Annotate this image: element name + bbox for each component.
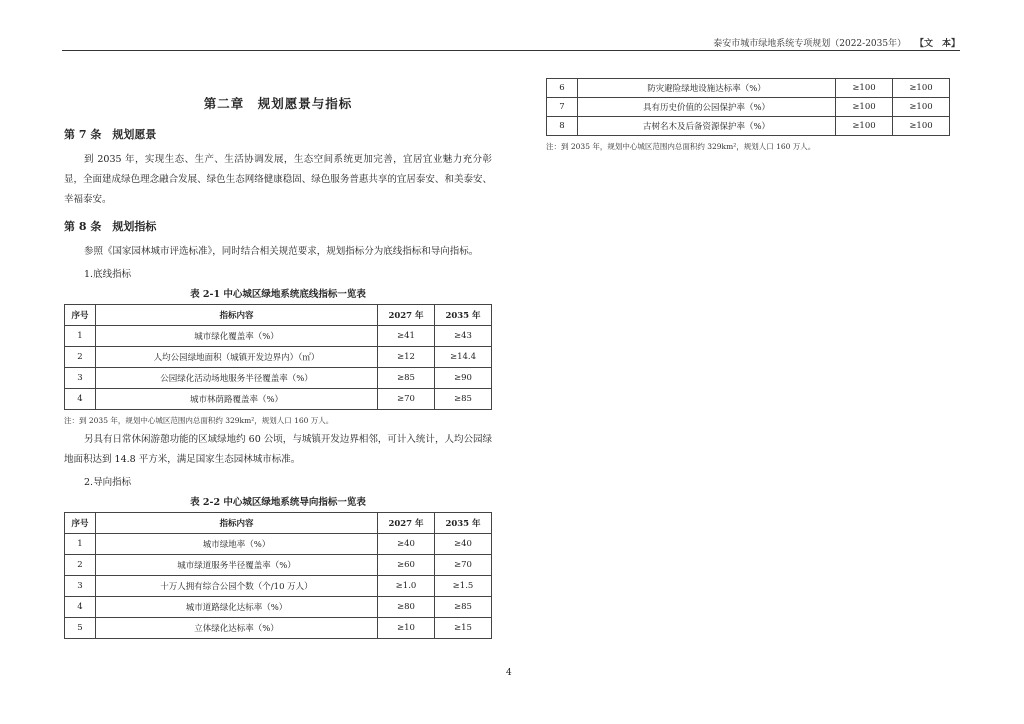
table-cell: 8 [547,117,578,136]
table-cell: 4 [65,389,96,410]
table-row [65,534,492,555]
table-cell: ≥40 [435,534,492,555]
table-cell: ≥1.0 [378,576,435,597]
article-8-text: 参照《国家园林城市评选标准》，同时结合相关规范要求，规划指标分为底线指标和导向指标。 [84,246,479,257]
table-row [547,117,950,136]
table-cell: 十万人拥有综合公园个数（个/10 万人） [96,576,378,597]
table-row [65,597,492,618]
table-row [65,389,492,410]
table-cell: 2 [65,347,96,368]
table-cell: 6 [547,79,578,98]
table-cell: ≥40 [378,534,435,555]
table-cell: 5 [65,618,96,639]
header-cell: 2035 年 [435,305,492,326]
chapter-title: 第二章 规划愿景与指标 [203,96,353,111]
table-cell: 3 [65,368,96,389]
table-cell: 3 [65,576,96,597]
table-cell: 1 [65,534,96,555]
table-cell: ≥100 [893,117,950,136]
table-cell: 1 [65,326,96,347]
page-number: 4 [506,668,512,678]
subheading-baseline: 1.底线指标 [84,269,132,280]
table-header-row [65,305,492,326]
table-cell: ≥60 [378,555,435,576]
table-row [65,555,492,576]
table-cell: 7 [547,98,578,117]
table-cell: 城市林荫路覆盖率（%） [96,389,378,410]
header-cell: 2027 年 [378,513,435,534]
table-cell: 人均公园绿地面积（城镇开发边界内）（㎡） [96,347,378,368]
table-cell: ≥100 [836,98,893,117]
table-row [547,98,950,117]
table-cell: ≥85 [378,368,435,389]
table-1 [64,304,492,410]
middle-paragraph: 另具有日常休闲游憩功能的区域绿地约 60 公顷，与城镇开发边界相邻，可计入统计，人均公园绿地面积达到 14.8 平方米，满足国家生态园林城市标准。 [64,434,492,465]
table-cell: 城市绿地率（%） [96,534,378,555]
header-tag: 【文 本】 [914,39,960,49]
table-cell: ≥12 [378,347,435,368]
table-cell: 4 [65,597,96,618]
article-7-heading: 第 7 条 规划愿景 [64,128,157,141]
table-cell: ≥43 [435,326,492,347]
table-cell: ≥14.4 [435,347,492,368]
table-cell: ≥85 [435,597,492,618]
header-title: 泰安市城市绿地系统专项规划（2022-2035年） [713,39,907,49]
table-1-title: 表 2-1 中心城区绿地系统底线指标一览表 [190,289,366,300]
table-cell: 古树名木及后备资源保护率（%） [578,117,836,136]
header-cell: 2035 年 [435,513,492,534]
table-row [65,368,492,389]
table-cell: 具有历史价值的公园保护率（%） [578,98,836,117]
header-cell: 指标内容 [96,305,378,326]
article-8-heading: 第 8 条 规划指标 [64,220,157,233]
table-cell: 城市道路绿化达标率（%） [96,597,378,618]
table-cell: 防灾避险绿地设施达标率（%） [578,79,836,98]
table-cell: ≥100 [836,79,893,98]
header-cell: 2027 年 [378,305,435,326]
table-2-note: 注：到 2035 年，规划中心城区范围内总面积约 329km²，规划人口 160 万人。 [546,142,816,151]
table-cell: ≥70 [378,389,435,410]
table-row [547,79,950,98]
page-header [713,36,960,49]
header-cell: 序号 [65,305,96,326]
table-cell: ≥100 [836,117,893,136]
table-row [65,576,492,597]
table-cell: ≥100 [893,79,950,98]
right-column [546,78,950,152]
table-row [65,347,492,368]
table-2-title: 表 2-2 中心城区绿地系统导向指标一览表 [190,497,366,508]
table-cell: 2 [65,555,96,576]
table-cell: ≥15 [435,618,492,639]
table-cell: ≥1.5 [435,576,492,597]
table-row [65,618,492,639]
table-2 [64,512,492,639]
table-1-note: 注：到 2035 年，规划中心城区范围内总面积约 329km²，规划人口 160 万人。 [64,416,334,425]
table-cell: ≥70 [435,555,492,576]
subheading-guidance: 2.导向指标 [84,477,132,488]
table-cell: ≥85 [435,389,492,410]
table-cell: ≥100 [893,98,950,117]
header-cell: 指标内容 [96,513,378,534]
table-header-row [65,513,492,534]
header-rule [62,50,960,51]
table-cell: 城市绿化覆盖率（%） [96,326,378,347]
table-cell: ≥41 [378,326,435,347]
table-cell: ≥10 [378,618,435,639]
table-cell: 立体绿化达标率（%） [96,618,378,639]
left-column [64,92,492,639]
table-cell: ≥90 [435,368,492,389]
table-cell: 城市绿道服务半径覆盖率（%） [96,555,378,576]
header-cell: 序号 [65,513,96,534]
article-7-text: 到 2035 年，实现生态、生产、生活协调发展，生态空间系统更加完善，宜居宜业魅力充分彰显，全面建成绿色理念融合发展、绿色生态网络健康稳固、绿色服务普惠共享的宜居泰安、和美泰安、幸福泰安。 [64,154,492,205]
table-cell: 公园绿化活动场地服务半径覆盖率（%） [96,368,378,389]
table-2-continued [546,78,950,136]
table-cell: ≥80 [378,597,435,618]
table-row [65,326,492,347]
